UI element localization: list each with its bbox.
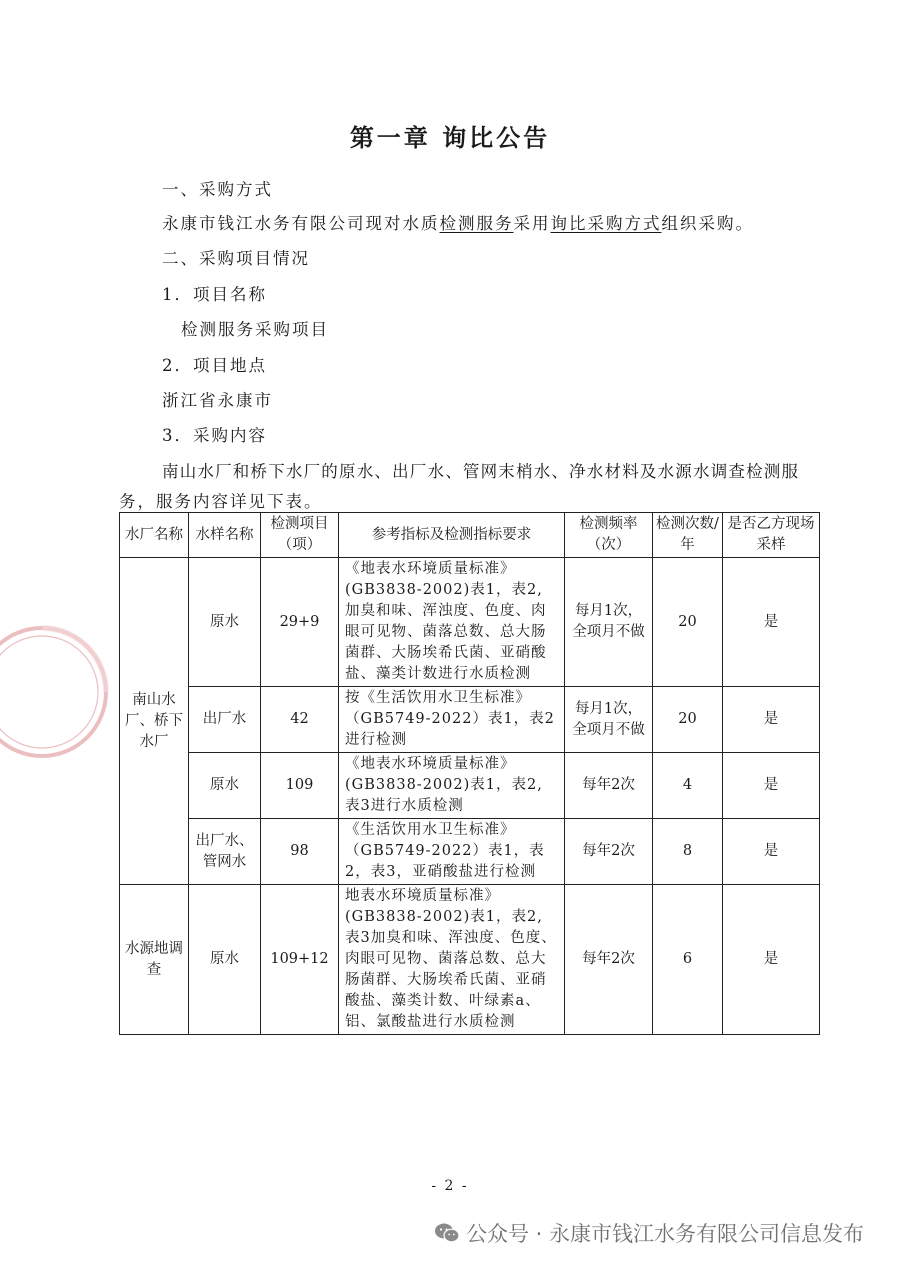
underlined-method-name: 询比采购方式: [550, 214, 662, 233]
annual-count-cell: 4: [653, 753, 723, 819]
procurement-content-heading: 3．采购内容: [162, 426, 267, 445]
page-title: 第一章 询比公告: [349, 123, 551, 152]
project-name-heading: 1．项目名称: [162, 285, 267, 304]
item-count-cell: 42: [261, 687, 339, 753]
plant-group-nanshan-qiaoxia: 南山水厂、桥下水厂: [120, 558, 189, 885]
table-row: [120, 819, 820, 885]
onsite-cell: 是: [723, 885, 820, 1035]
section-heading-procurement-method: 一、采购方式: [162, 180, 273, 199]
header-frequency: 检测频率（次）: [565, 513, 653, 558]
annual-count-cell: 6: [653, 885, 723, 1035]
method-text-part: 采用: [513, 214, 551, 233]
annual-count-cell: 8: [653, 819, 723, 885]
header-sample: 水样名称: [189, 513, 261, 558]
company-seal-icon: [0, 622, 112, 762]
requirement-cell: 按《生活饮用水卫生标准》（GB5749-2022）表1，表2进行检测: [339, 687, 565, 753]
requirement-cell: 《地表水环境质量标准》(GB3838-2002)表1，表2,加臭和味、浑浊度、色度、肉眼可见物、菌落总数、总大肠菌群、大肠埃希氏菌、亚硝酸盐、藻类计数进行水质检测: [339, 558, 565, 687]
header-item-count: 检测项目（项）: [261, 513, 339, 558]
method-text-part: 组织采购。: [661, 214, 754, 233]
plant-group-water-source-survey: 水源地调查: [120, 885, 189, 1035]
procurement-method-text: [162, 210, 754, 234]
project-location-value: 浙江省永康市: [162, 391, 273, 410]
procurement-content-text-line1: 南山水厂和桥下水厂的原水、出厂水、管网末梢水、净水材料及水源水调查检测服: [162, 462, 800, 481]
onsite-cell: 是: [723, 558, 820, 687]
sample-cell: 原水: [189, 753, 261, 819]
item-count-cell: 98: [261, 819, 339, 885]
item-count-cell: 29+9: [261, 558, 339, 687]
table-row: [120, 753, 820, 819]
header-plant: 水厂名称: [120, 513, 189, 558]
item-count-cell: 109: [261, 753, 339, 819]
sample-cell: 原水: [189, 885, 261, 1035]
requirement-cell: 地表水环境质量标准》(GB3838-2002)表1，表2,表3加臭和味、浑浊度、色度、肉眼可见物、菌落总数、总大肠菌群、大肠埃希氏菌、亚硝酸盐、藻类计数、叶绿素a、铝、氯酸盐进行水质检测: [339, 885, 565, 1035]
annual-count-cell: 20: [653, 687, 723, 753]
method-text-part: 永康市钱江水务有限公司现对水质: [162, 214, 440, 233]
sample-cell: 原水: [189, 558, 261, 687]
header-annual-count: 检测次数/年: [653, 513, 723, 558]
header-onsite-sampling: 是否乙方现场采样: [723, 513, 820, 558]
underlined-service-name: 检测服务: [439, 214, 514, 233]
wechat-watermark: [434, 1218, 864, 1248]
frequency-cell: 每年2次: [565, 819, 653, 885]
wechat-icon: [434, 1222, 460, 1244]
table-row: [120, 687, 820, 753]
frequency-cell: 每月1次，全项月不做: [565, 558, 653, 687]
project-name-value: 检测服务采购项目: [181, 320, 329, 339]
onsite-cell: 是: [723, 753, 820, 819]
onsite-cell: 是: [723, 819, 820, 885]
frequency-cell: 每年2次: [565, 753, 653, 819]
annual-count-cell: 20: [653, 558, 723, 687]
project-location-heading: 2．项目地点: [162, 356, 267, 375]
requirement-cell: 《生活饮用水卫生标准》（GB5749-2022）表1，表2，表3，亚硝酸盐进行检测: [339, 819, 565, 885]
table-row: [120, 885, 820, 1035]
service-requirements-table: [119, 512, 820, 1035]
sample-cell: 出厂水、管网水: [189, 819, 261, 885]
sample-cell: 出厂水: [189, 687, 261, 753]
page-number: - 2 -: [431, 1178, 469, 1194]
onsite-cell: 是: [723, 687, 820, 753]
section-heading-project-info: 二、采购项目情况: [162, 249, 310, 268]
procurement-content-text-line2: 务，服务内容详见下表。: [119, 492, 323, 511]
table-row: [120, 558, 820, 687]
requirement-cell: 《地表水环境质量标准》(GB3838-2002)表1，表2,表3进行水质检测: [339, 753, 565, 819]
watermark-text: 公众号 · 永康市钱江水务有限公司信息发布: [465, 1222, 864, 1246]
header-requirement: 参考指标及检测指标要求: [339, 513, 565, 558]
table-header-row: [120, 513, 820, 558]
frequency-cell: 每月1次，全项月不做: [565, 687, 653, 753]
item-count-cell: 109+12: [261, 885, 339, 1035]
frequency-cell: 每年2次: [565, 885, 653, 1035]
